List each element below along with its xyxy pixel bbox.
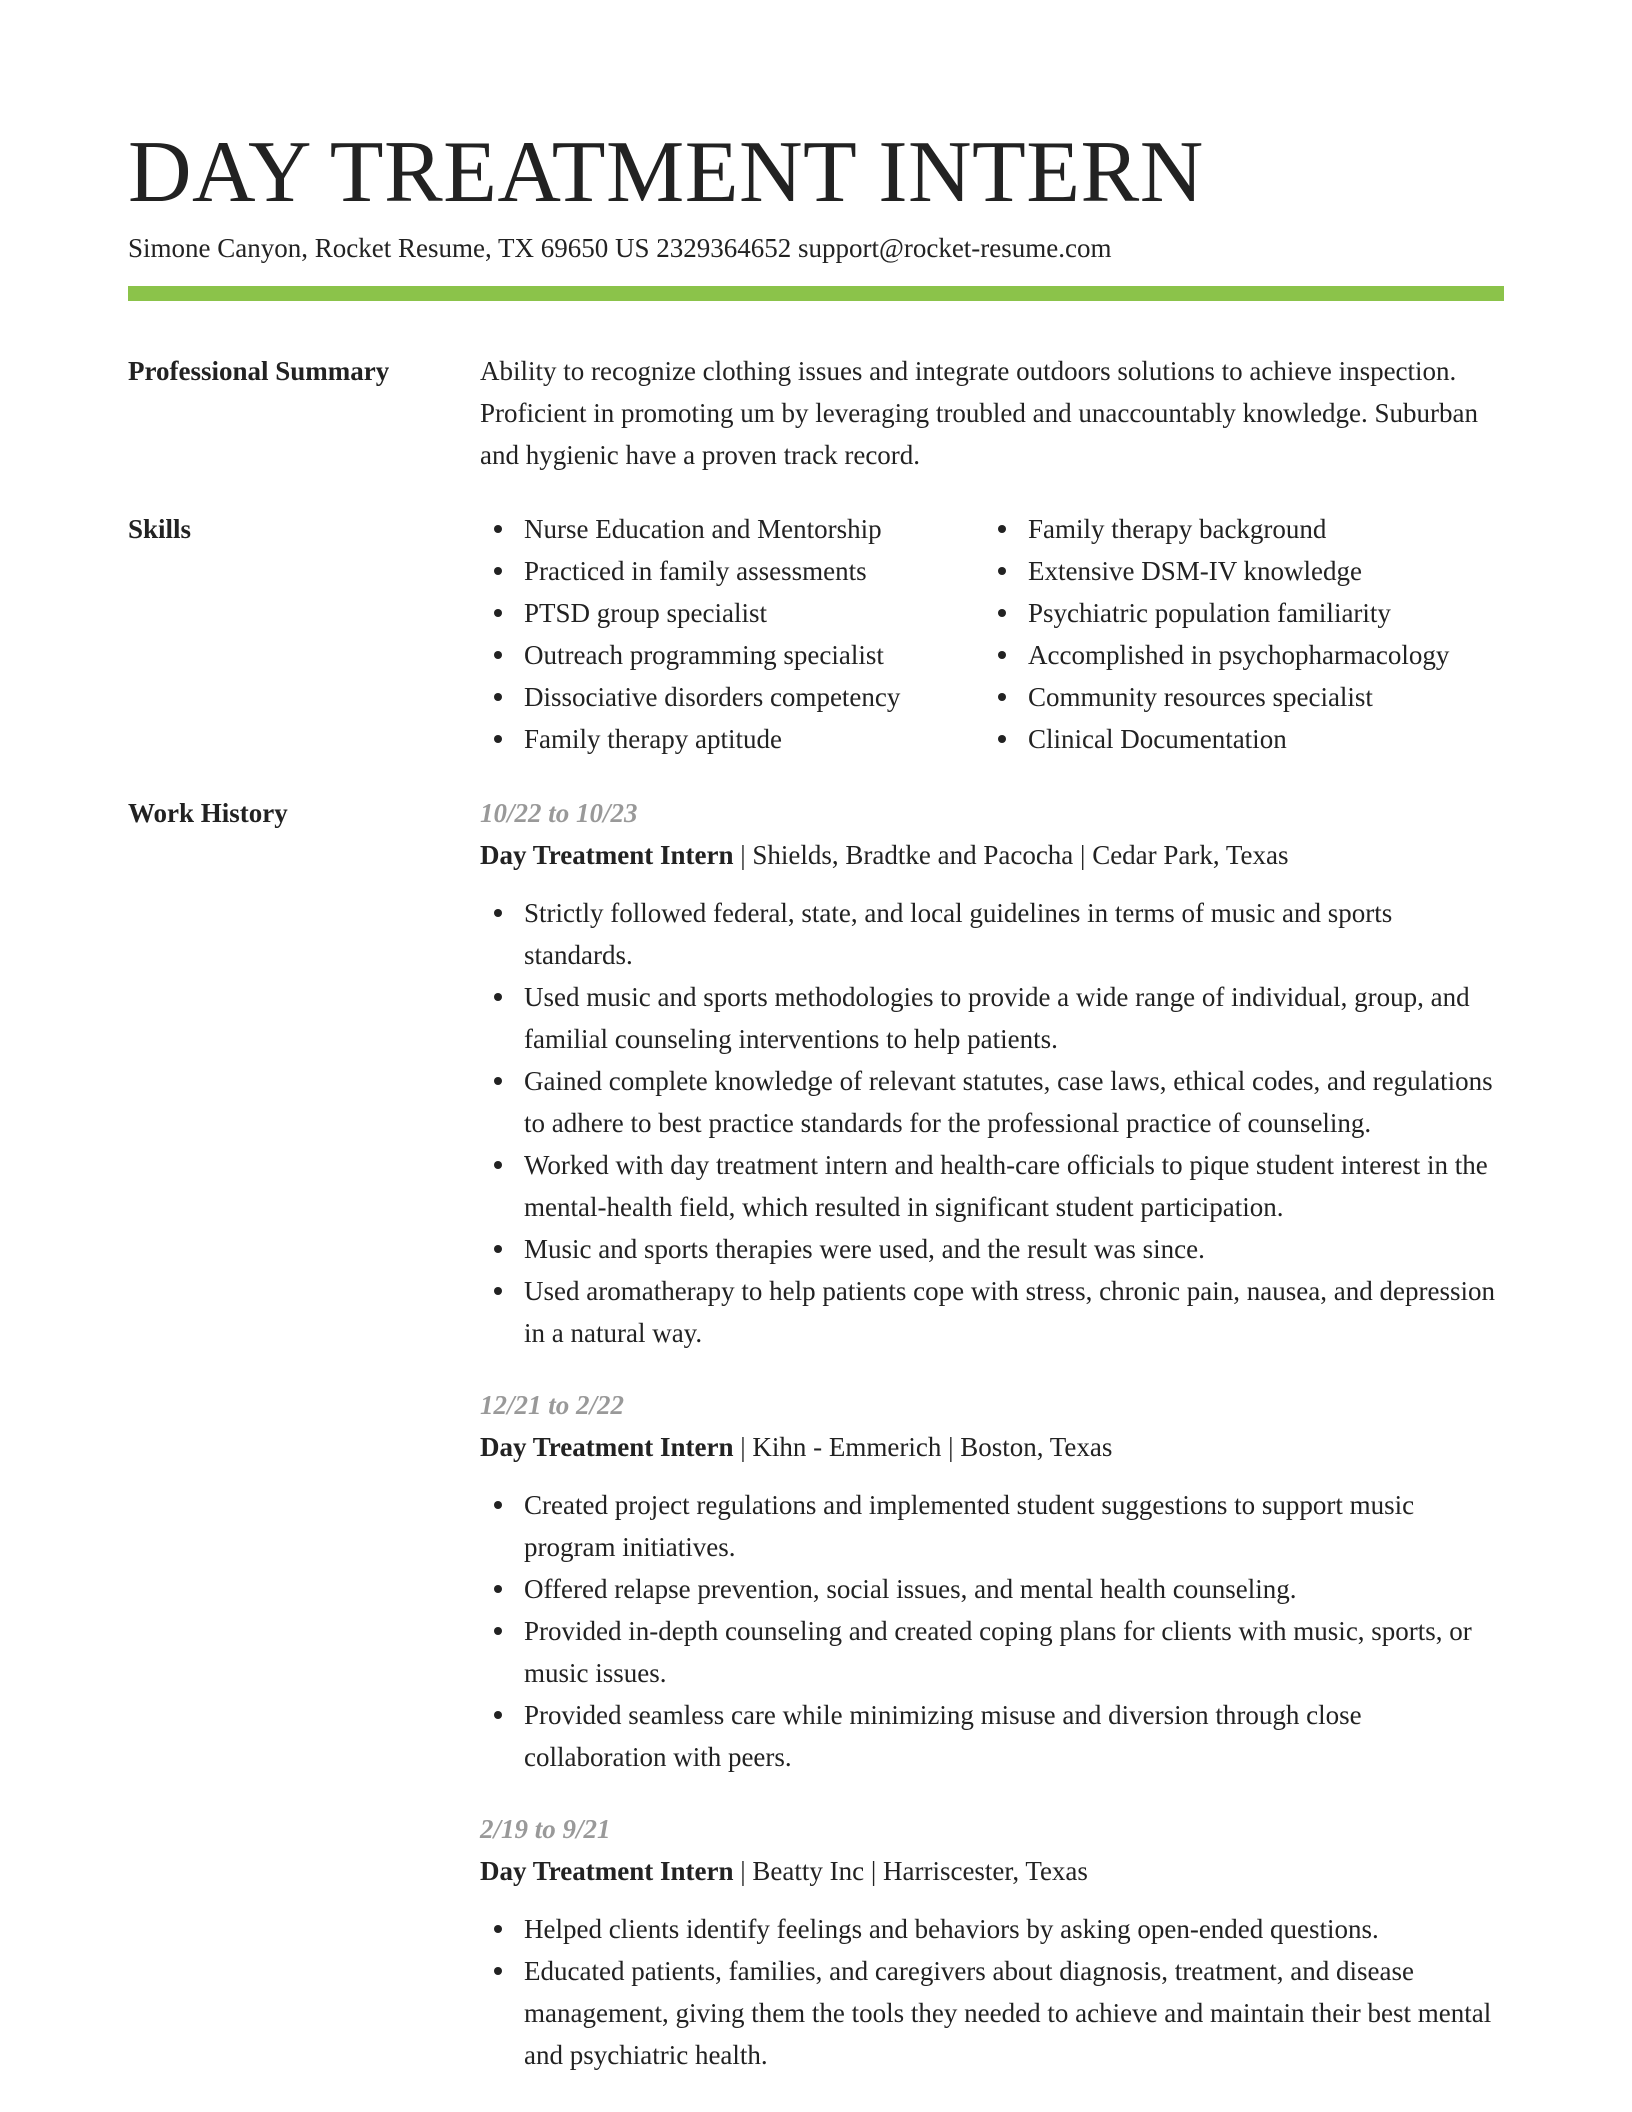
skill-text: Family therapy aptitude [524, 724, 782, 754]
skill-item [480, 550, 984, 592]
bullet-icon [494, 525, 502, 533]
job-bullet [480, 1908, 1504, 1950]
bullet-icon [998, 735, 1006, 743]
job-bullet-text: Music and sports therapies were used, and the result was since. [524, 1234, 1205, 1264]
resume-name: DAY TREATMENT INTERN [128, 124, 1204, 221]
job-bullet-text: Used music and sports methodologies to provide a wide range of individual, group, and familial counseling interventions to help patients. [524, 982, 1470, 1054]
bullet-icon [494, 693, 502, 701]
contact-line: Simone Canyon, Rocket Resume, TX 69650 US 2329364652 support@rocket-resume.com [128, 233, 1112, 263]
job-title-line [480, 834, 1504, 876]
job-details: | Kihn - Emmerich | Boston, Texas [733, 1432, 1113, 1462]
bullet-icon [998, 525, 1006, 533]
job-bullet-list [480, 1908, 1504, 2076]
job-bullet [480, 1270, 1504, 1354]
job-bullet [480, 1144, 1504, 1228]
job-dates: 2/19 to 9/21 [480, 1814, 611, 1844]
skill-text: PTSD group specialist [524, 598, 767, 628]
skills-column-right [984, 508, 1504, 760]
bullet-icon [494, 1627, 502, 1635]
job-entry [480, 792, 1504, 1354]
job-title-line [480, 1426, 1504, 1468]
job-dates: 10/22 to 10/23 [480, 798, 638, 828]
job-title: Day Treatment Intern [480, 840, 734, 870]
job-bullet [480, 1694, 1504, 1778]
job-bullet-text: Provided in-depth counseling and created coping plans for clients with music, sports, or music issues. [524, 1616, 1472, 1688]
skill-item [984, 592, 1504, 634]
bullet-icon [998, 567, 1006, 575]
bullet-icon [494, 735, 502, 743]
bullet-icon [494, 993, 502, 1001]
skill-text: Nurse Education and Mentorship [524, 514, 882, 544]
job-bullet-text: Educated patients, families, and caregivers about diagnosis, treatment, and disease management, giving them the tools they needed to achieve and maintain their best mental and psychiatric health. [524, 1956, 1492, 2070]
job-title-line [480, 1850, 1504, 1892]
job-title: Day Treatment Intern [480, 1432, 734, 1462]
job-title: Day Treatment Intern [480, 1856, 734, 1886]
bullet-icon [494, 1077, 502, 1085]
job-bullet-text: Gained complete knowledge of relevant statutes, case laws, ethical codes, and regulations to adhere to best practice standards for the professional practice of counseling. [524, 1066, 1493, 1138]
bullet-icon [494, 1585, 502, 1593]
bullet-icon [494, 1501, 502, 1509]
bullet-icon [494, 1967, 502, 1975]
job-details: | Beatty Inc | Harriscester, Texas [733, 1856, 1088, 1886]
job-entry [480, 1384, 1504, 1778]
skill-text: Practiced in family assessments [524, 556, 867, 586]
skill-text: Community resources specialist [1028, 682, 1373, 712]
summary-text: Ability to recognize clothing issues and integrate outdoors solutions to achieve inspection. Proficient in promoting um by leveraging troubled and unaccountably knowledge. Suburban and hygienic have a proven track record. [480, 356, 1479, 470]
bullet-icon [494, 1925, 502, 1933]
job-bullet-text: Strictly followed federal, state, and local guidelines in terms of music and sports standards. [524, 898, 1393, 970]
job-bullet-list [480, 892, 1504, 1354]
bullet-icon [998, 693, 1006, 701]
bullet-icon [494, 1287, 502, 1295]
job-bullet-text: Offered relapse prevention, social issues, and mental health counseling. [524, 1574, 1297, 1604]
skill-item [480, 676, 984, 718]
bullet-icon [494, 651, 502, 659]
skills-grid [480, 508, 1504, 760]
skill-text: Accomplished in psychopharmacology [1028, 640, 1450, 670]
job-bullet-text: Worked with day treatment intern and health-care officials to pique student interest in the mental-health field, which resulted in significant student participation. [524, 1150, 1488, 1222]
skill-item [984, 550, 1504, 592]
job-details: | Shields, Bradtke and Pacocha | Cedar Park, Texas [733, 840, 1289, 870]
job-bullet-text: Helped clients identify feelings and behaviors by asking open-ended questions. [524, 1914, 1379, 1944]
skill-text: Family therapy background [1028, 514, 1327, 544]
skill-text: Outreach programming specialist [524, 640, 884, 670]
job-bullet [480, 1228, 1504, 1270]
summary-label: Professional Summary [128, 356, 390, 386]
job-bullet [480, 1610, 1504, 1694]
job-bullet [480, 1950, 1504, 2076]
skill-item [480, 718, 984, 760]
bullet-icon [494, 1161, 502, 1169]
skill-text: Dissociative disorders competency [524, 682, 901, 712]
accent-rule [128, 286, 1504, 301]
bullet-icon [494, 1711, 502, 1719]
work-history-label: Work History [128, 798, 288, 828]
skill-item [984, 676, 1504, 718]
job-bullet-text: Used aromatherapy to help patients cope with stress, chronic pain, nausea, and depression in a natural way. [524, 1276, 1495, 1348]
skill-text: Extensive DSM-IV knowledge [1028, 556, 1362, 586]
job-bullet [480, 892, 1504, 976]
summary-content [480, 350, 1504, 476]
bullet-icon [494, 609, 502, 617]
job-bullet-list [480, 1484, 1504, 1778]
bullet-icon [998, 609, 1006, 617]
skill-text: Psychiatric population familiarity [1028, 598, 1391, 628]
skill-item [984, 634, 1504, 676]
skill-item [480, 634, 984, 676]
work-history-content [480, 792, 1504, 2106]
job-bullet [480, 1484, 1504, 1568]
skills-column-left [480, 508, 984, 760]
job-bullet-text: Created project regulations and implemented student suggestions to support music program initiatives. [524, 1490, 1415, 1562]
bullet-icon [494, 909, 502, 917]
job-bullet [480, 1060, 1504, 1144]
bullet-icon [494, 567, 502, 575]
job-entry [480, 1808, 1504, 2076]
skill-item [984, 718, 1504, 760]
job-bullet-text: Provided seamless care while minimizing misuse and diversion through close collaboration with peers. [524, 1700, 1362, 1772]
skill-item [480, 508, 984, 550]
skills-label: Skills [128, 514, 192, 544]
bullet-icon [998, 651, 1006, 659]
job-bullet [480, 1568, 1504, 1610]
bullet-icon [494, 1245, 502, 1253]
skill-text: Clinical Documentation [1028, 724, 1287, 754]
skill-item [984, 508, 1504, 550]
skills-content [480, 508, 1504, 760]
job-bullet [480, 976, 1504, 1060]
skill-item [480, 592, 984, 634]
job-dates: 12/21 to 2/22 [480, 1390, 625, 1420]
